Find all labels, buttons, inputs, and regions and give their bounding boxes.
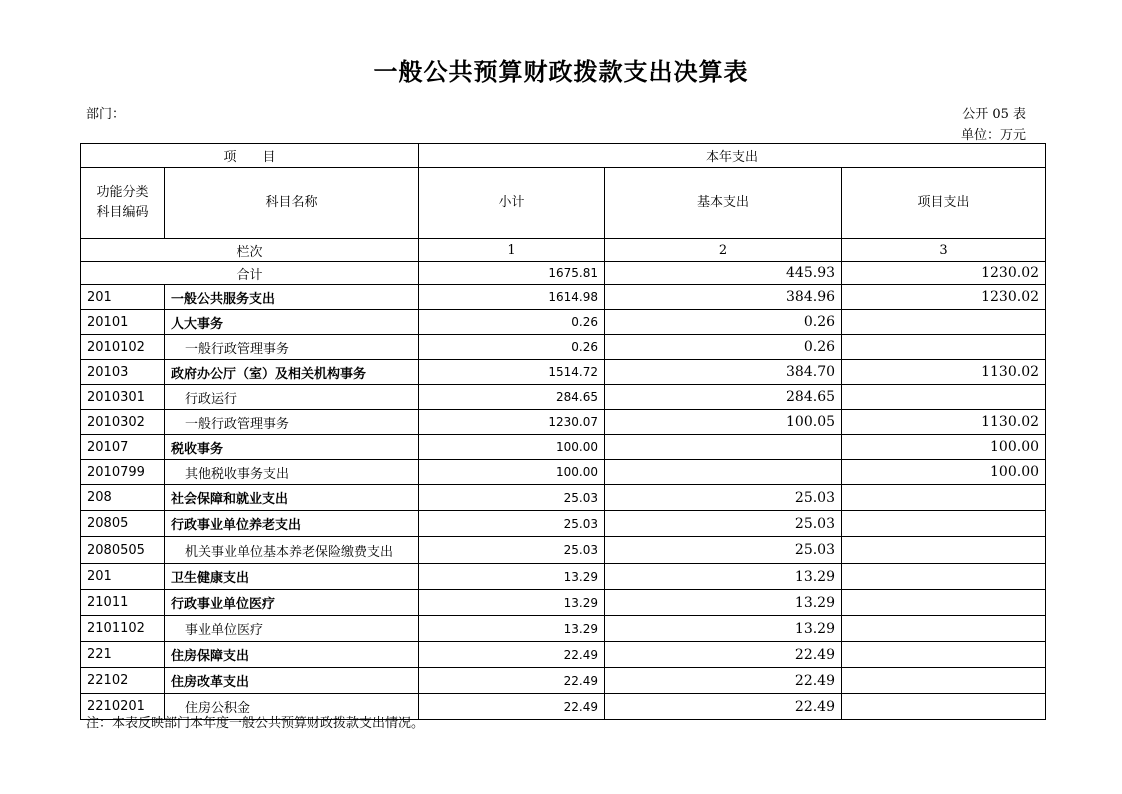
- header-subtotal: 小计: [419, 168, 605, 239]
- table-row: [81, 360, 1046, 385]
- table-row: [81, 435, 1046, 460]
- code-cell: 2010799: [81, 460, 165, 485]
- basic-cell: 13.29: [605, 616, 842, 642]
- name-cell: 税收事务: [165, 435, 419, 460]
- code-cell: 20103: [81, 360, 165, 385]
- code-cell: 201: [81, 564, 165, 590]
- subtotal-cell: 0.26: [419, 335, 605, 360]
- name-cell: 社会保障和就业支出: [165, 485, 419, 511]
- code-cell: 2010301: [81, 385, 165, 410]
- basic-cell: 22.49: [605, 668, 842, 694]
- basic-cell: 13.29: [605, 564, 842, 590]
- table-row: [81, 642, 1046, 668]
- table-row: [81, 511, 1046, 537]
- name-cell: 一般行政管理事务: [165, 410, 419, 435]
- subtotal-cell: 284.65: [419, 385, 605, 410]
- header-code: 功能分类 科目编码: [81, 168, 165, 239]
- subtotal-cell: 22.49: [419, 668, 605, 694]
- page-title: 一般公共预算财政拨款支出决算表: [373, 58, 749, 86]
- code-cell: 2210201: [81, 694, 165, 720]
- expenditure-table: [80, 143, 1046, 720]
- code-cell: 20805: [81, 511, 165, 537]
- subtotal-cell: 13.29: [419, 616, 605, 642]
- column-index-label: 栏次: [81, 239, 419, 262]
- subtotal-cell: 25.03: [419, 537, 605, 564]
- total-subtotal: 1675.81: [419, 262, 605, 285]
- basic-cell: 0.26: [605, 310, 842, 335]
- name-cell: 卫生健康支出: [165, 564, 419, 590]
- name-cell: 人大事务: [165, 310, 419, 335]
- header-basic: 基本支出: [605, 168, 842, 239]
- table-row: [81, 335, 1046, 360]
- name-cell: 事业单位医疗: [165, 616, 419, 642]
- basic-cell: 22.49: [605, 642, 842, 668]
- project-cell: 100.00: [842, 460, 1046, 485]
- basic-cell: [605, 435, 842, 460]
- table-row: [81, 385, 1046, 410]
- table-row: [81, 537, 1046, 564]
- name-cell: 行政事业单位医疗: [165, 590, 419, 616]
- subtotal-cell: 25.03: [419, 485, 605, 511]
- column-index-1: 1: [419, 239, 605, 262]
- code-cell: 2101102: [81, 616, 165, 642]
- header-item: 项 目: [81, 144, 419, 168]
- name-cell: 住房公积金: [165, 694, 419, 720]
- project-cell: [842, 590, 1046, 616]
- table-row: [81, 485, 1046, 511]
- project-cell: [842, 385, 1046, 410]
- subtotal-cell: 100.00: [419, 435, 605, 460]
- project-cell: 100.00: [842, 435, 1046, 460]
- basic-cell: 100.05: [605, 410, 842, 435]
- table-row: [81, 285, 1046, 310]
- code-cell: 21011: [81, 590, 165, 616]
- subtotal-cell: 13.29: [419, 564, 605, 590]
- project-cell: [842, 694, 1046, 720]
- subtotal-cell: 25.03: [419, 511, 605, 537]
- project-cell: [842, 642, 1046, 668]
- project-cell: [842, 564, 1046, 590]
- total-project: 1230.02: [842, 262, 1046, 285]
- table-row: [81, 590, 1046, 616]
- name-cell: 行政运行: [165, 385, 419, 410]
- code-cell: 2010302: [81, 410, 165, 435]
- name-cell: 行政事业单位养老支出: [165, 511, 419, 537]
- basic-cell: 25.03: [605, 537, 842, 564]
- code-cell: 201: [81, 285, 165, 310]
- code-cell: 20101: [81, 310, 165, 335]
- project-cell: 1130.02: [842, 360, 1046, 385]
- project-cell: [842, 335, 1046, 360]
- footnote: 注：本表反映部门本年度一般公共预算财政拨款支出情况。: [86, 716, 425, 731]
- table-row: [81, 460, 1046, 485]
- basic-cell: 384.70: [605, 360, 842, 385]
- project-cell: [842, 668, 1046, 694]
- project-cell: [842, 537, 1046, 564]
- header-current-year: 本年支出: [419, 144, 1046, 168]
- code-cell: 208: [81, 485, 165, 511]
- basic-cell: 13.29: [605, 590, 842, 616]
- basic-cell: 384.96: [605, 285, 842, 310]
- code-cell: 221: [81, 642, 165, 668]
- department-label: 部门：: [86, 107, 126, 122]
- code-cell: 2010102: [81, 335, 165, 360]
- project-cell: [842, 616, 1046, 642]
- total-label: 合计: [81, 262, 419, 285]
- name-cell: 一般行政管理事务: [165, 335, 419, 360]
- name-cell: 住房改革支出: [165, 668, 419, 694]
- subtotal-cell: 1230.07: [419, 410, 605, 435]
- project-cell: 1230.02: [842, 285, 1046, 310]
- project-cell: [842, 511, 1046, 537]
- subtotal-cell: 0.26: [419, 310, 605, 335]
- project-cell: [842, 485, 1046, 511]
- form-number: 公开 05 表: [962, 107, 1026, 122]
- code-cell: 2080505: [81, 537, 165, 564]
- subtotal-cell: 1514.72: [419, 360, 605, 385]
- basic-cell: 22.49: [605, 694, 842, 720]
- table-row: [81, 410, 1046, 435]
- basic-cell: 25.03: [605, 485, 842, 511]
- project-cell: 1130.02: [842, 410, 1046, 435]
- project-cell: [842, 310, 1046, 335]
- header-name: 科目名称: [165, 168, 419, 239]
- name-cell: 一般公共服务支出: [165, 285, 419, 310]
- code-cell: 20107: [81, 435, 165, 460]
- total-basic: 445.93: [605, 262, 842, 285]
- subtotal-cell: 1614.98: [419, 285, 605, 310]
- name-cell: 政府办公厅（室）及相关机构事务: [165, 360, 419, 385]
- table-row: [81, 668, 1046, 694]
- code-cell: 22102: [81, 668, 165, 694]
- basic-cell: 0.26: [605, 335, 842, 360]
- basic-cell: 284.65: [605, 385, 842, 410]
- name-cell: 住房保障支出: [165, 642, 419, 668]
- table-row: [81, 564, 1046, 590]
- table-row: [81, 616, 1046, 642]
- subtotal-cell: 22.49: [419, 694, 605, 720]
- basic-cell: 25.03: [605, 511, 842, 537]
- subtotal-cell: 22.49: [419, 642, 605, 668]
- name-cell: 机关事业单位基本养老保险缴费支出: [165, 537, 419, 564]
- column-index-2: 2: [605, 239, 842, 262]
- basic-cell: [605, 460, 842, 485]
- table-row: [81, 310, 1046, 335]
- column-index-3: 3: [842, 239, 1046, 262]
- unit-label: 单位：万元: [960, 128, 1026, 143]
- subtotal-cell: 100.00: [419, 460, 605, 485]
- name-cell: 其他税收事务支出: [165, 460, 419, 485]
- header-project: 项目支出: [842, 168, 1046, 239]
- subtotal-cell: 13.29: [419, 590, 605, 616]
